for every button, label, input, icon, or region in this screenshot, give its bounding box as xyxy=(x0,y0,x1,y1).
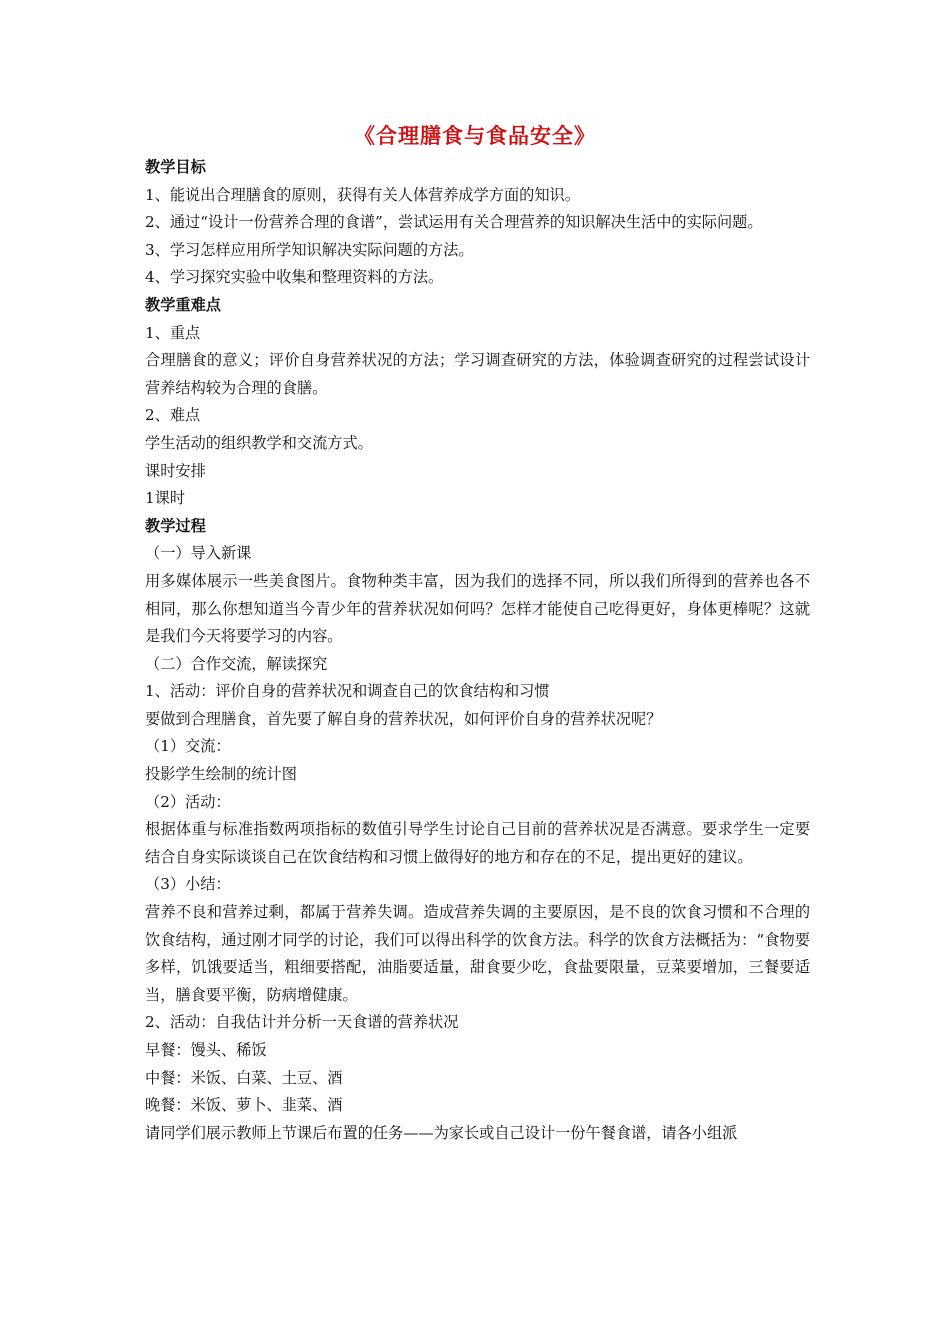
paragraph: 1、重点 xyxy=(145,323,201,342)
paragraph: （3）小结： xyxy=(145,875,231,894)
paragraph: 中餐：米饭、白菜、土豆、酒 xyxy=(145,1068,343,1087)
paragraph: 晚餐：米饭、萝卜、韭菜、酒 xyxy=(145,1096,343,1115)
paragraph: 根据体重与标准指数两项指标的数值引导学生讨论自己目前的营养状况是否满意。要求学生一定要结合自身实际谈谈自己在饮食结构和习惯上做得好的地方和存在的不足，提出更好的建议。 xyxy=(145,820,810,866)
paragraph: 课时安排 xyxy=(145,461,206,480)
paragraph: 2、难点 xyxy=(145,406,201,425)
paragraph: （二）合作交流，解读探究 xyxy=(145,654,328,673)
paragraph: 2、通过“设计一份营养合理的食谱”，尝试运用有关合理营养的知识解决生活中的实际问题。 xyxy=(145,213,763,232)
paragraph: 投影学生绘制的统计图 xyxy=(145,765,297,784)
paragraph: 1课时 xyxy=(145,489,186,508)
section-heading: 教学过程 xyxy=(145,516,206,535)
document-title: 《合理膳食与食品安全》 xyxy=(354,123,596,148)
paragraph: 用多媒体展示一些美食图片。食物种类丰富，因为我们的选择不同，所以我们所得到的营养也各不相同，那么你想知道当今青少年的营养状况如何吗？怎样才能使自己吃得更好，身体更棒呢？这就是我们今天将要学习的内容。 xyxy=(145,571,810,646)
section-heading: 教学目标 xyxy=(145,158,206,176)
paragraph: 1、能说出合理膳食的原则，获得有关人体营养成学方面的知识。 xyxy=(145,185,580,204)
paragraph: （2）活动： xyxy=(145,792,231,811)
paragraph: 学生活动的组织教学和交流方式。 xyxy=(145,433,373,452)
paragraph: 请同学们展示教师上节课后布置的任务——为家长或自己设计一份午餐食谱，请各小组派 xyxy=(145,1123,738,1142)
section-heading: 教学重难点 xyxy=(145,295,221,314)
paragraph: 4、学习探究实验中收集和整理资料的方法。 xyxy=(145,268,444,287)
paragraph: 合理膳食的意义；评价自身营养状况的方法；学习调查研究的方法，体验调查研究的过程尝试设计营养结构较为合理的食膳。 xyxy=(145,351,810,397)
paragraph: 要做到合理膳食，首先要了解自身的营养状况，如何评价自身的营养状况呢？ xyxy=(145,709,662,728)
paragraph: （1）交流： xyxy=(145,737,231,756)
paragraph: 早餐：馒头、稀饭 xyxy=(145,1041,267,1059)
paragraph: 营养不良和营养过剩，都属于营养失调。造成营养失调的主要原因，是不良的饮食习惯和不合理的饮食结构，通过刚才同学的讨论，我们可以得出科学的饮食方法。科学的饮食方法概括为：“食物要多样，饥饿要适当，粗细要搭配，油脂要适量，甜食要少吃，食盐要限量，豆菜要增加，三餐要适当，膳食要平衡，防病增健康。 xyxy=(145,903,810,1004)
paragraph: 3、学习怎样应用所学知识解决实际问题的方法。 xyxy=(145,240,474,259)
document-body xyxy=(145,154,810,1147)
paragraph: 2、活动：自我估计并分析一天食谱的营养状况 xyxy=(145,1013,459,1032)
paragraph: 1、活动：评价自身的营养状况和调查自己的饮食结构和习惯 xyxy=(145,682,550,701)
paragraph: （一）导入新课 xyxy=(145,544,252,563)
